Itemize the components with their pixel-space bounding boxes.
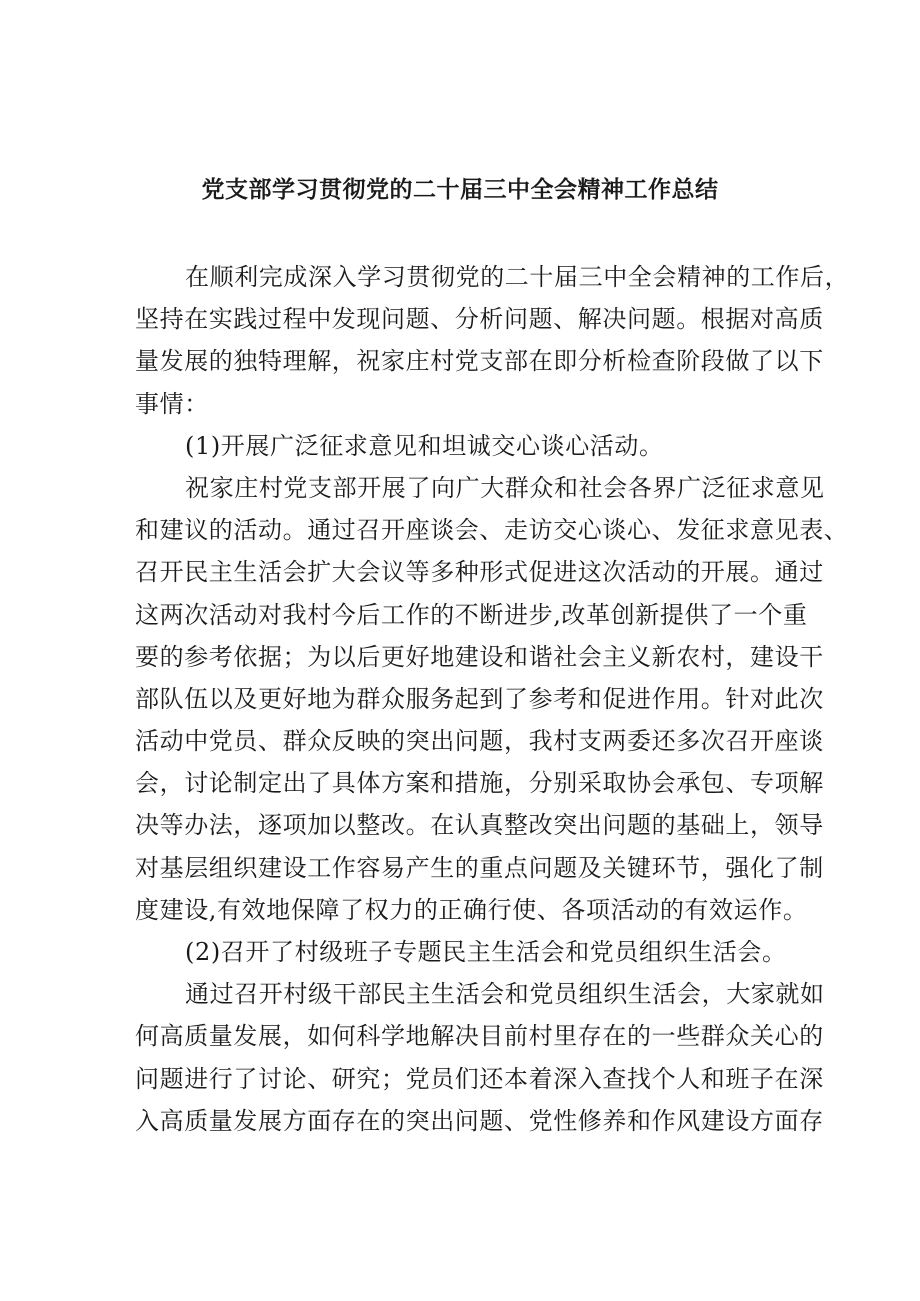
body-line: 量发展的独特理解，祝家庄村党支部在即分析检查阶段做了以下 — [135, 347, 824, 376]
document-body — [135, 256, 850, 1142]
body-line: 在顺利完成深入学习贯彻党的二十届三中全会精神的工作后， — [185, 263, 850, 291]
body-line: 召开民主生活会扩大会议等多种形式促进这次活动的开展。通过 — [135, 558, 824, 587]
body-line: 这两次活动对我村今后工作的不断进步,改革创新提供了一个重 — [135, 600, 808, 629]
document-title: 党支部学习贯彻党的二十届三中全会精神工作总结 — [201, 176, 719, 203]
body-line: 部队伍以及更好地为群众服务起到了参考和促进作用。针对此次 — [135, 684, 824, 713]
body-line: 入高质量发展方面存在的突出问题、党性修养和作风建设方面存 — [135, 1106, 824, 1135]
body-line: 要的参考依据；为以后更好地建设和谐社会主义新农村，建设干 — [135, 642, 824, 671]
body-line: 对基层组织建设工作容易产生的重点问题及关键环节，强化了制 — [135, 853, 824, 882]
body-line: 祝家庄村党支部开展了向广大群众和社会各界广泛征求意见 — [185, 473, 825, 502]
body-line: 决等办法，逐项加以整改。在认真整改突出问题的基础上，领导 — [135, 811, 824, 840]
body-line: 何高质量发展，如何科学地解决目前村里存在的一些群众关心的 — [135, 1022, 824, 1051]
body-line: 事情： — [135, 389, 209, 418]
body-line: 问题进行了讨论、研究；党员们还本着深入查找个人和班子在深 — [135, 1064, 824, 1093]
body-line: 坚持在实践过程中发现问题、分析问题、解决问题。根据对高质 — [135, 305, 824, 334]
body-line: 和建议的活动。通过召开座谈会、走访交心谈心、发征求意见表、 — [135, 516, 849, 545]
body-line: (2)召开了村级班子专题民主生活会和党员组织生活会。 — [185, 938, 787, 966]
body-line: 活动中党员、群众反映的突出问题，我村支两委还多次召开座谈 — [135, 727, 824, 756]
body-line: 会，讨论制定出了具体方案和措施，分别采取协会承包、专项解 — [135, 769, 824, 798]
body-line: 度建设,有效地保障了权力的正确行使、各项活动的有效运作。 — [135, 895, 808, 924]
body-line: 通过召开村级干部民主生活会和党员组织生活会，大家就如 — [185, 980, 825, 1009]
body-line: (1)开展广泛征求意见和坦诚交心谈心活动。 — [185, 431, 664, 460]
